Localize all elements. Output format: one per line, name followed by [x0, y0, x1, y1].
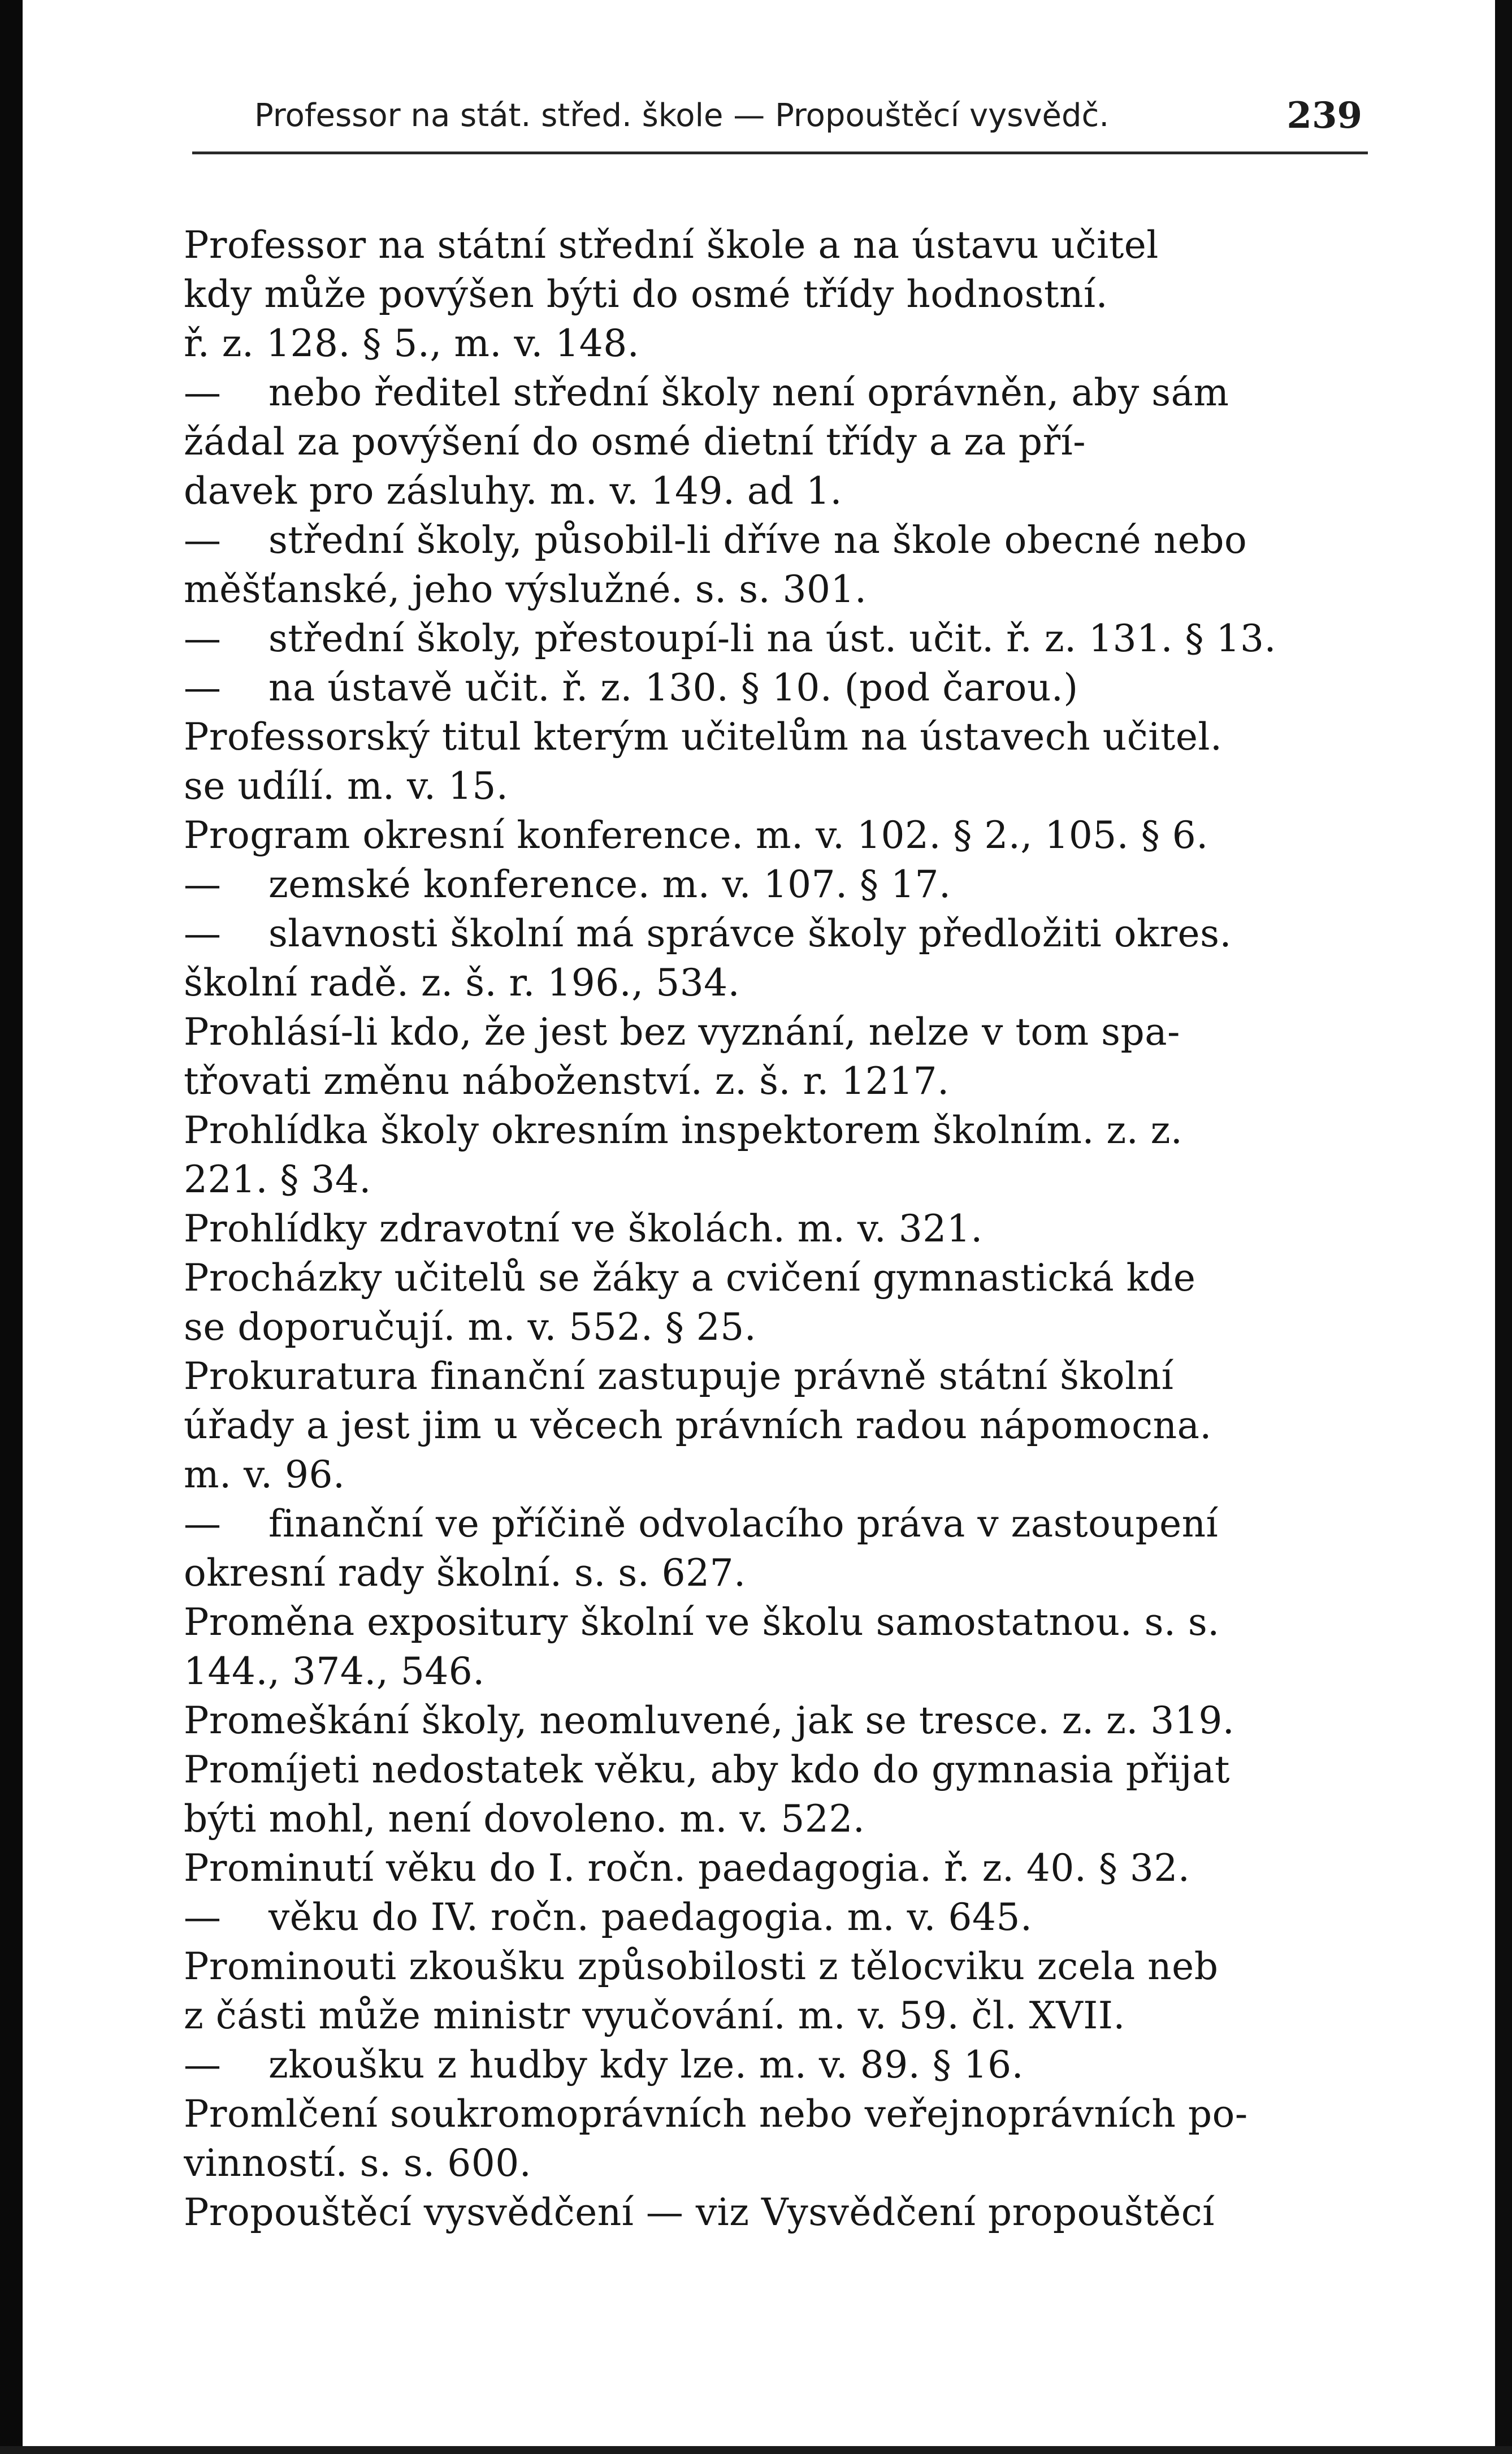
index-subentry: [184, 516, 1359, 614]
entry-line: [184, 860, 1359, 909]
entry-line: [184, 368, 1359, 417]
index-entry: [184, 712, 1359, 811]
entry-line: [184, 1548, 1359, 1598]
entry-line: [184, 1991, 1359, 2040]
entry-line: [184, 1401, 1359, 1450]
entry-text: Prominutí věku do I. ročn. paedagogia. ř. z. 40. § 32.: [184, 1846, 1190, 1890]
entry-line: [184, 1302, 1359, 1352]
entry-text: Professorský titul kterým učitelům na ústavech učitel.: [184, 715, 1223, 759]
entry-text: Professor na státní střední škole a na ústavu učitel: [184, 223, 1159, 267]
subentry-dash: —: [184, 863, 222, 906]
entry-line: [184, 1155, 1359, 1204]
index-entry: [184, 1106, 1359, 1204]
entry-line: [184, 1598, 1359, 1647]
entry-text: měšťanské, jeho výslužné. s. s. 301.: [184, 568, 867, 611]
subentry-dash: —: [184, 912, 222, 955]
subentry-dash: —: [184, 2043, 222, 2087]
entry-line: [184, 2089, 1359, 2139]
entry-line: [184, 1204, 1359, 1253]
index-subentry: [184, 860, 1359, 909]
scan-border-left: [0, 0, 23, 2454]
entry-text: nebo ředitel střední školy není oprávněn, aby sám: [268, 371, 1229, 414]
entry-line: [184, 1696, 1359, 1745]
entry-text: střední školy, působil-li dříve na škole obecné nebo: [268, 518, 1247, 562]
entry-text: Prohlídka školy okresním inspektorem školním. z. z.: [184, 1109, 1183, 1152]
index-entry: [184, 1942, 1359, 2040]
entry-line: [184, 1843, 1359, 1893]
entry-line: [184, 1253, 1359, 1302]
subentry-dash: —: [184, 1895, 222, 1939]
entry-text: býti mohl, není dovoleno. m. v. 522.: [184, 1797, 865, 1841]
scan-border-right: [1495, 0, 1512, 2454]
index-subentry: [184, 1499, 1359, 1598]
entry-text: střední školy, přestoupí-li na úst. učit. ř. z. 131. § 13.: [268, 617, 1276, 660]
running-header: [254, 93, 1362, 139]
entry-line: [184, 220, 1359, 270]
index-entry: [184, 1253, 1359, 1352]
entry-line: [184, 1794, 1359, 1843]
entry-line: [184, 1942, 1359, 1991]
entry-text: třovati změnu náboženství. z. š. r. 1217.: [184, 1059, 950, 1103]
entry-line: [184, 1057, 1359, 1106]
entry-text: na ústavě učit. ř. z. 130. § 10. (pod čarou.): [268, 666, 1078, 709]
index-subentry: [184, 663, 1359, 712]
index-subentry: [184, 614, 1359, 663]
entry-line: [184, 1106, 1359, 1155]
entry-line: [184, 712, 1359, 761]
entry-text: Program okresní konference. m. v. 102. § 2., 105. § 6.: [184, 813, 1208, 857]
entry-text: ř. z. 128. § 5., m. v. 148.: [184, 322, 640, 365]
entry-text: Promíjeti nedostatek věku, aby kdo do gymnasia přijat: [184, 1748, 1230, 1791]
entry-text: z části může ministr vyučování. m. v. 59. čl. XVII.: [184, 1994, 1125, 2037]
entry-line: [184, 1499, 1359, 1548]
entry-line: [184, 2040, 1359, 2089]
entry-text: Promlčení soukromoprávních nebo veřejnoprávních po-: [184, 2092, 1248, 2136]
page-number: 239: [1286, 94, 1362, 137]
entry-text: m. v. 96.: [184, 1453, 345, 1496]
entry-text: davek pro zásluhy. m. v. 149. ad 1.: [184, 469, 842, 513]
index-subentry: [184, 2040, 1359, 2089]
index-entry: [184, 2089, 1359, 2188]
entry-line: [184, 761, 1359, 811]
entry-line: [184, 614, 1359, 663]
entry-line: [184, 1893, 1359, 1942]
entry-text: Prokuratura finanční zastupuje právně státní školní: [184, 1354, 1174, 1398]
entry-text: Prohlídky zdravotní ve školách. m. v. 321.: [184, 1207, 983, 1250]
entry-line: [184, 2188, 1359, 2237]
entry-text: Prominouti zkoušku způsobilosti z tělocviku zcela neb: [184, 1945, 1219, 1988]
entry-text: Propouštěcí vysvědčení — viz Vysvědčení propouštěcí: [184, 2191, 1215, 2234]
subentry-dash: —: [184, 371, 222, 414]
subentry-dash: —: [184, 518, 222, 562]
entry-text: finanční ve příčině odvolacího práva v zastoupení: [268, 1502, 1219, 1546]
entry-text: slavnosti školní má správce školy předložiti okres.: [268, 912, 1232, 955]
entry-line: [184, 270, 1359, 319]
entry-text: Prohlásí-li kdo, že jest bez vyznání, nelze v tom spa-: [184, 1010, 1180, 1054]
entry-text: žádal za povýšení do osmé dietní třídy a za pří-: [184, 420, 1086, 464]
running-title: Professor na stát. střed. škole — Propouštěcí vysvědč.: [254, 97, 1110, 134]
entry-text: zemské konference. m. v. 107. § 17.: [268, 863, 951, 906]
entry-line: [184, 1647, 1359, 1696]
entry-text: Promeškání školy, neomluvené, jak se tresce. z. z. 319.: [184, 1699, 1235, 1742]
entry-line: [184, 909, 1359, 958]
index-subentry: [184, 368, 1359, 516]
entry-text: se udílí. m. v. 15.: [184, 764, 509, 808]
index-entry: [184, 811, 1359, 860]
header-rule: [192, 152, 1368, 154]
entry-text: 144., 374., 546.: [184, 1650, 485, 1693]
entry-line: [184, 1450, 1359, 1499]
entry-text: úřady a jest jim u věcech právních radou nápomocna.: [184, 1404, 1212, 1447]
entry-text: vinností. s. s. 600.: [184, 2141, 532, 2185]
entry-line: [184, 417, 1359, 466]
index-entries: [184, 220, 1359, 2237]
entry-text: věku do IV. ročn. paedagogia. m. v. 645.: [268, 1895, 1033, 1939]
entry-line: [184, 1745, 1359, 1794]
entry-text: kdy může povýšen býti do osmé třídy hodnostní.: [184, 272, 1108, 316]
index-entry: [184, 1843, 1359, 1893]
index-subentry: [184, 1893, 1359, 1942]
index-entry: [184, 1696, 1359, 1745]
entry-text: zkoušku z hudby kdy lze. m. v. 89. § 16.: [268, 2043, 1024, 2087]
entry-text: Proměna expositury školní ve školu samostatnou. s. s.: [184, 1600, 1220, 1644]
entry-line: [184, 565, 1359, 614]
scan-border-bottom: [0, 2446, 1512, 2454]
entry-text: se doporučují. m. v. 552. § 25.: [184, 1305, 757, 1349]
entry-text: 221. § 34.: [184, 1158, 371, 1201]
index-entry: [184, 1204, 1359, 1253]
entry-line: [184, 466, 1359, 516]
index-entry: [184, 1007, 1359, 1106]
entry-line: [184, 958, 1359, 1007]
entry-line: [184, 516, 1359, 565]
entry-text: školní radě. z. š. r. 196., 534.: [184, 961, 740, 1005]
entry-line: [184, 1007, 1359, 1057]
index-subentry: [184, 909, 1359, 1007]
entry-line: [184, 663, 1359, 712]
index-entry: [184, 220, 1359, 368]
subentry-dash: —: [184, 617, 222, 660]
entry-line: [184, 2139, 1359, 2188]
index-entry: [184, 1352, 1359, 1499]
index-entry: [184, 1598, 1359, 1696]
entry-text: Procházky učitelů se žáky a cvičení gymnastická kde: [184, 1256, 1196, 1300]
index-entry: [184, 1745, 1359, 1843]
entry-text: okresní rady školní. s. s. 627.: [184, 1551, 746, 1595]
subentry-dash: —: [184, 666, 222, 709]
index-entry: [184, 2188, 1359, 2237]
entry-line: [184, 1352, 1359, 1401]
entry-line: [184, 811, 1359, 860]
entry-line: [184, 319, 1359, 368]
subentry-dash: —: [184, 1502, 222, 1546]
